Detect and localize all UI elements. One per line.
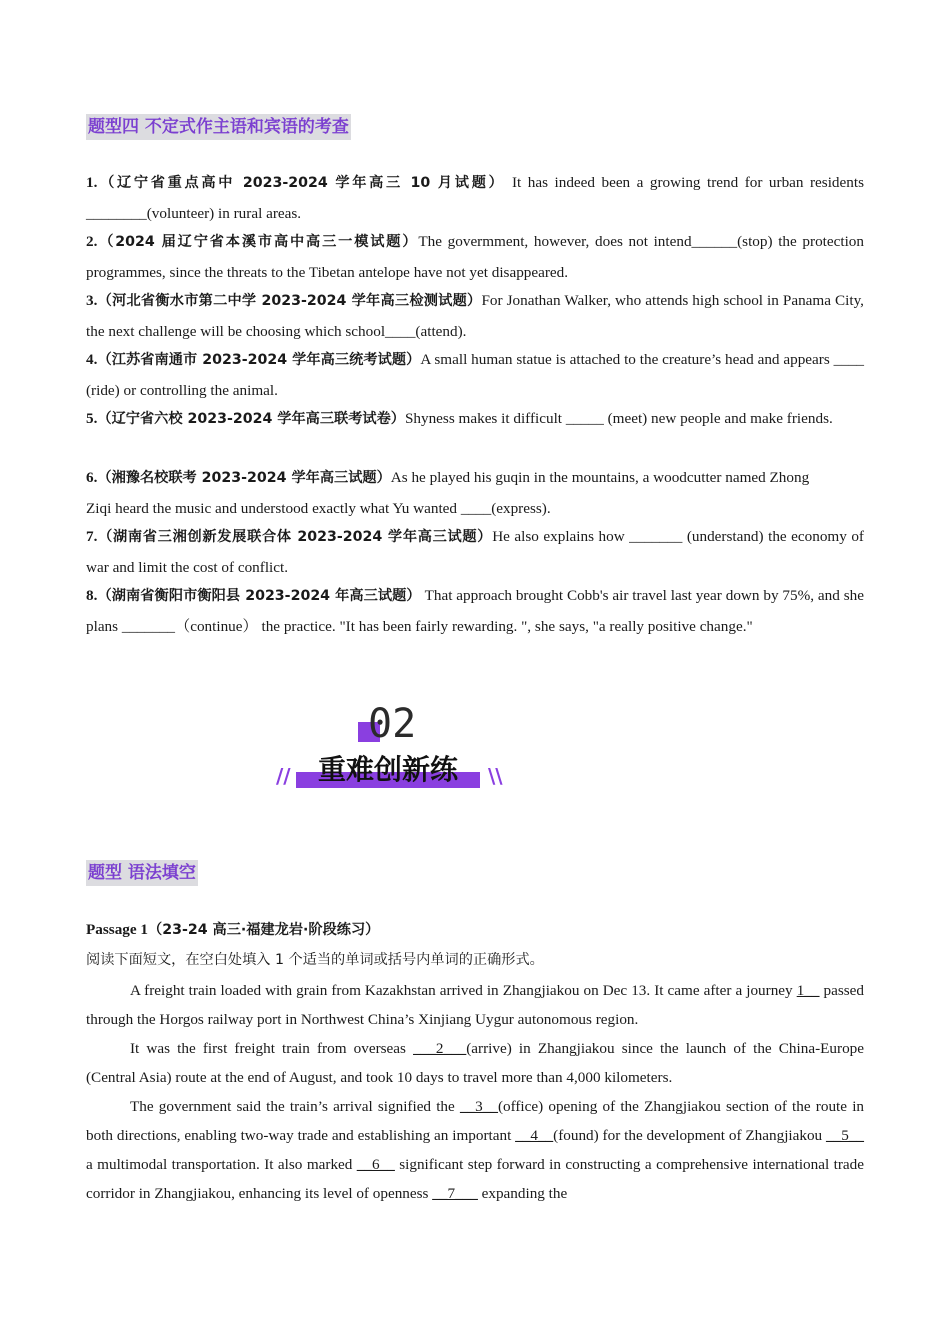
badge-left-marks: // (276, 764, 291, 788)
answer-blank[interactable]: ____ (460, 499, 492, 517)
passage-title: Passage 1（23-24 高三·福建龙岩·阶段练习） (86, 921, 380, 938)
answer-blank-2[interactable]: ___2___ (413, 1040, 467, 1057)
passage-paragraph-2: It was the first freight train from overseas ___2___(arrive) in Zhangjiakou since the launch of the China-Europe (Central Asia) route at the end of August, and took 10 days to travel more than 4,000 kilometers. (86, 1040, 864, 1086)
question-6: 6.（湘豫名校联考 2023-2024 学年高三试题）As he played his guqin in the mountains, a woodcutter named Zhong Ziqi heard the music and understood exactly what Yu wanted ____(express). (86, 469, 810, 517)
answer-blank-7[interactable]: __7___ (432, 1185, 478, 1202)
answer-blank[interactable]: ______ (691, 233, 738, 250)
answer-blank-3[interactable]: __3__ (459, 1098, 498, 1115)
answer-blank-4[interactable]: __4__ (515, 1127, 554, 1144)
question-1: 1.（辽宁省重点高中 2023-2024 学年高三 10 月试题） It has indeed been a growing trend for urban residents ________(volunteer) in rural areas. (86, 174, 864, 222)
passage-instruction: 阅读下面短文，在空白处填入 1 个适当的单词或括号内单词的正确形式。 (86, 952, 544, 968)
question-2: 2.（2024 届辽宁省本溪市高中高三一模试题）The govermment, however, does not intend______(stop) the protection programmes, since the threats to the Tibetan antelope have not yet disappeared. (86, 233, 864, 281)
question-5: 5.（辽宁省六校 2023-2024 学年高三联考试卷）Shyness makes it difficult _____ (meet) new people and make friends. (86, 410, 833, 427)
badge-right-marks: \\ (488, 764, 503, 788)
question-7: 7.（湖南省三湘创新发展联合体 2023-2024 学年高三试题）He also explains how _______ (understand) the economy of war and limit the cost of conflict. (86, 528, 864, 576)
passage-paragraph-3: The government said the train’s arrival signified the __3__(office) opening of the Zhangjiakou section of the route in both directions, enabling two-way trade and establishing an important __4__(found) for the development of Zhangjiakou __5__ a multimodal transportation. It also marked __6__ significant step forward in constructing a comprehensive international trade corridor in Zhangjiakou, enhancing its level of openness __7___ expanding the (86, 1098, 865, 1202)
section-badge (276, 700, 516, 800)
question-8: 8.（湖南省衡阳市衡阳县 2023-2024 年高三试题） That approach brought Cobb's air travel last year down by 75%, and she plans _______（continue） the practice. "It has been fairly rewarding. ", she says, "a really positive change." (86, 587, 864, 635)
section-title-1: 题型四 不定式作主语和宾语的考查 (86, 114, 351, 140)
answer-blank-5[interactable]: __5__ (826, 1127, 864, 1144)
passage-paragraph-1: A freight train loaded with grain from Kazakhstan arrived in Zhangjiakou on Dec 13. It came after a journey 1__ passed through the Horgos railway port in Northwest China’s Xinjiang Uygur autonomous region. (86, 982, 864, 1028)
answer-blank[interactable]: _______ (629, 528, 683, 545)
badge-title: 重难创新练 (317, 753, 458, 786)
answer-blank[interactable]: _____ (565, 410, 604, 427)
badge-number: 02 (368, 701, 417, 747)
question-4: 4.（江苏省南通市 2023-2024 学年高三统考试题）A small human statue is attached to the creature’s head and appears ____ (ride) or controlling the animal. (86, 351, 864, 399)
answer-blank-6[interactable]: __6__ (356, 1156, 395, 1173)
question-3: 3.（河北省衡水市第二中学 2023-2024 学年高三检测试题）For Jonathan Walker, who attends high school in Panama City, the next challenge will be choosing which school____(attend). (86, 292, 864, 340)
answer-blank-1[interactable]: 1__ (796, 982, 820, 999)
answer-blank[interactable]: ____ (385, 322, 416, 340)
answer-blank[interactable]: ____ (833, 351, 864, 368)
answer-blank[interactable]: _______ (121, 617, 176, 635)
answer-blank[interactable]: ________ (86, 204, 147, 222)
section-title-2: 题型 语法填空 (86, 860, 198, 886)
